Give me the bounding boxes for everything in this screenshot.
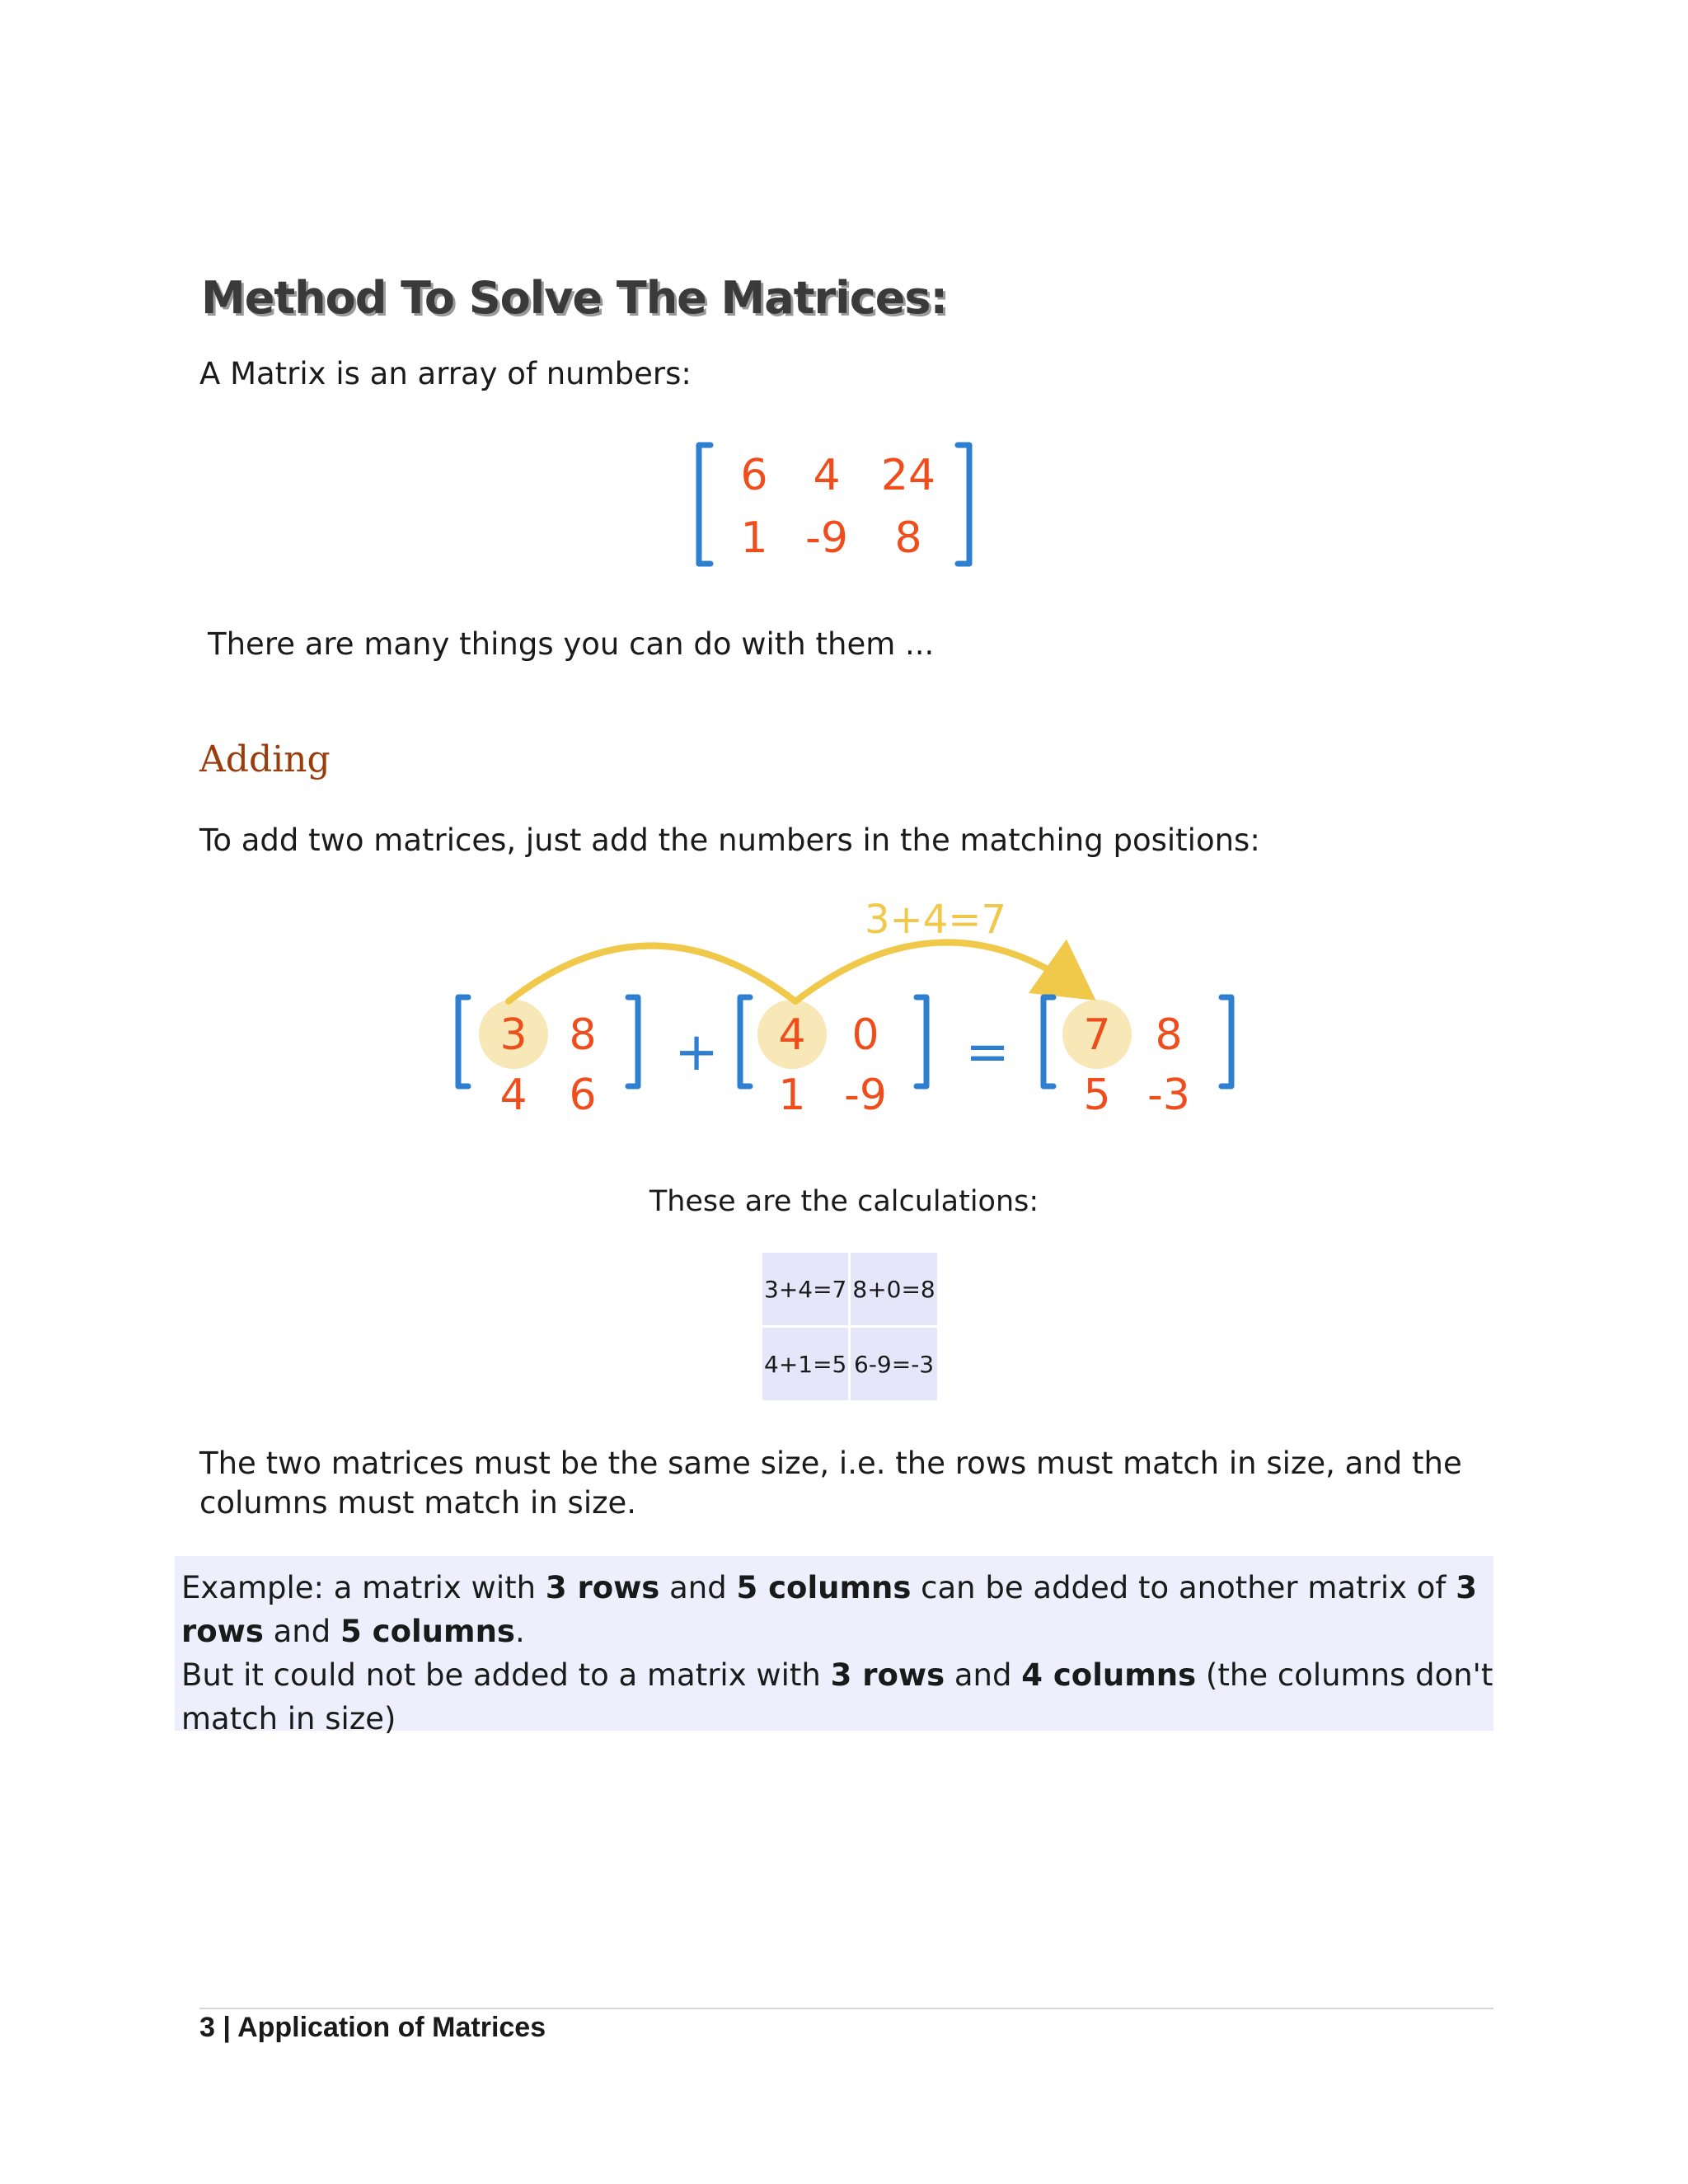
example-text: can be added to another matrix of xyxy=(911,1570,1456,1605)
matrix-addition-diagram xyxy=(445,898,1253,1137)
page-footer xyxy=(199,2012,546,2044)
example-line-2 xyxy=(175,1653,1493,1741)
section-title-adding: Adding xyxy=(199,738,331,780)
example-text: and xyxy=(945,1657,1022,1693)
matrix-cell: 3 xyxy=(499,1010,528,1060)
example-text: and xyxy=(263,1614,341,1649)
example-text: . xyxy=(514,1614,525,1649)
matrix-cell: 5 xyxy=(1083,1071,1111,1120)
table-row xyxy=(762,1253,937,1325)
emphasis-text: 3 rows xyxy=(830,1657,945,1693)
matrix-cell: 8 xyxy=(1155,1010,1183,1060)
matrix-cell: 24 xyxy=(880,451,936,500)
matrix-cell: 1 xyxy=(778,1071,806,1120)
matrix-cell: 7 xyxy=(1083,1010,1111,1060)
intro-text: A Matrix is an array of numbers: xyxy=(199,356,692,391)
arrow-curve xyxy=(509,946,795,1002)
matrix-cell: 1 xyxy=(740,513,768,563)
emphasis-text: 5 columns xyxy=(340,1614,515,1649)
table-cell: 4+1=5 xyxy=(762,1328,848,1400)
adding-description: To add two matrices, just add the numbers in the matching positions: xyxy=(199,823,1260,858)
matrix-cell: 4 xyxy=(813,451,841,500)
matrix-cell: 6 xyxy=(740,451,768,500)
left-bracket xyxy=(1043,997,1053,1086)
arrow-label: 3+4=7 xyxy=(864,898,1007,943)
left-bracket xyxy=(458,997,468,1086)
right-bracket xyxy=(958,445,969,564)
example-text: (the columns don't match in size) xyxy=(181,1657,1493,1736)
emphasis-text: 5 columns xyxy=(736,1570,912,1605)
emphasis-text: 3 rows xyxy=(545,1570,660,1605)
equals-sign: = xyxy=(965,1022,1010,1083)
matrix-cell: 6 xyxy=(569,1071,597,1120)
matrix-cell: -9 xyxy=(844,1071,887,1120)
document-title: Application of Matrices xyxy=(237,2012,546,2043)
right-bracket xyxy=(628,997,638,1086)
arrow-curve xyxy=(795,943,1080,1001)
example-box xyxy=(175,1556,1493,1736)
table-cell: 6-9=-3 xyxy=(851,1328,936,1400)
left-bracket xyxy=(740,997,750,1086)
page-number: 3 xyxy=(199,2012,215,2043)
page-heading: Method To Solve The Matrices: xyxy=(201,272,948,324)
matrix-cell: -9 xyxy=(805,513,848,563)
matrix-cell: 8 xyxy=(569,1010,597,1060)
table-cell: 8+0=8 xyxy=(851,1253,936,1325)
table-row xyxy=(762,1328,937,1400)
right-bracket xyxy=(1221,997,1231,1086)
example-text: Example: a matrix with xyxy=(181,1570,546,1605)
right-bracket xyxy=(917,997,926,1086)
footer-separator: | xyxy=(223,2012,231,2043)
matrix-cell: 0 xyxy=(851,1010,879,1060)
matrix-cell: -3 xyxy=(1147,1071,1190,1120)
matrix-cell: 8 xyxy=(894,513,922,563)
emphasis-text: 3 rows xyxy=(181,1570,1477,1649)
calculations-title: These are the calculations: xyxy=(649,1185,1039,1218)
example-text: and xyxy=(659,1570,737,1605)
plus-sign: + xyxy=(674,1022,719,1083)
size-requirement-text: The two matrices must be the same size, i.e. the rows must match in size, and the columns must match in size. xyxy=(199,1446,1462,1521)
footer-divider xyxy=(199,2008,1493,2009)
things-text: There are many things you can do with them ... xyxy=(208,626,935,662)
example-text: But it could not be added to a matrix with xyxy=(181,1657,831,1693)
calculations-table xyxy=(760,1250,940,1403)
example-matrix xyxy=(692,430,981,579)
matrix-cell: 4 xyxy=(499,1071,528,1120)
left-bracket xyxy=(699,445,710,564)
table-cell: 3+4=7 xyxy=(762,1253,848,1325)
matrix-cell: 4 xyxy=(778,1010,806,1060)
emphasis-text: 4 columns xyxy=(1021,1657,1197,1693)
example-line-1 xyxy=(175,1556,1493,1653)
